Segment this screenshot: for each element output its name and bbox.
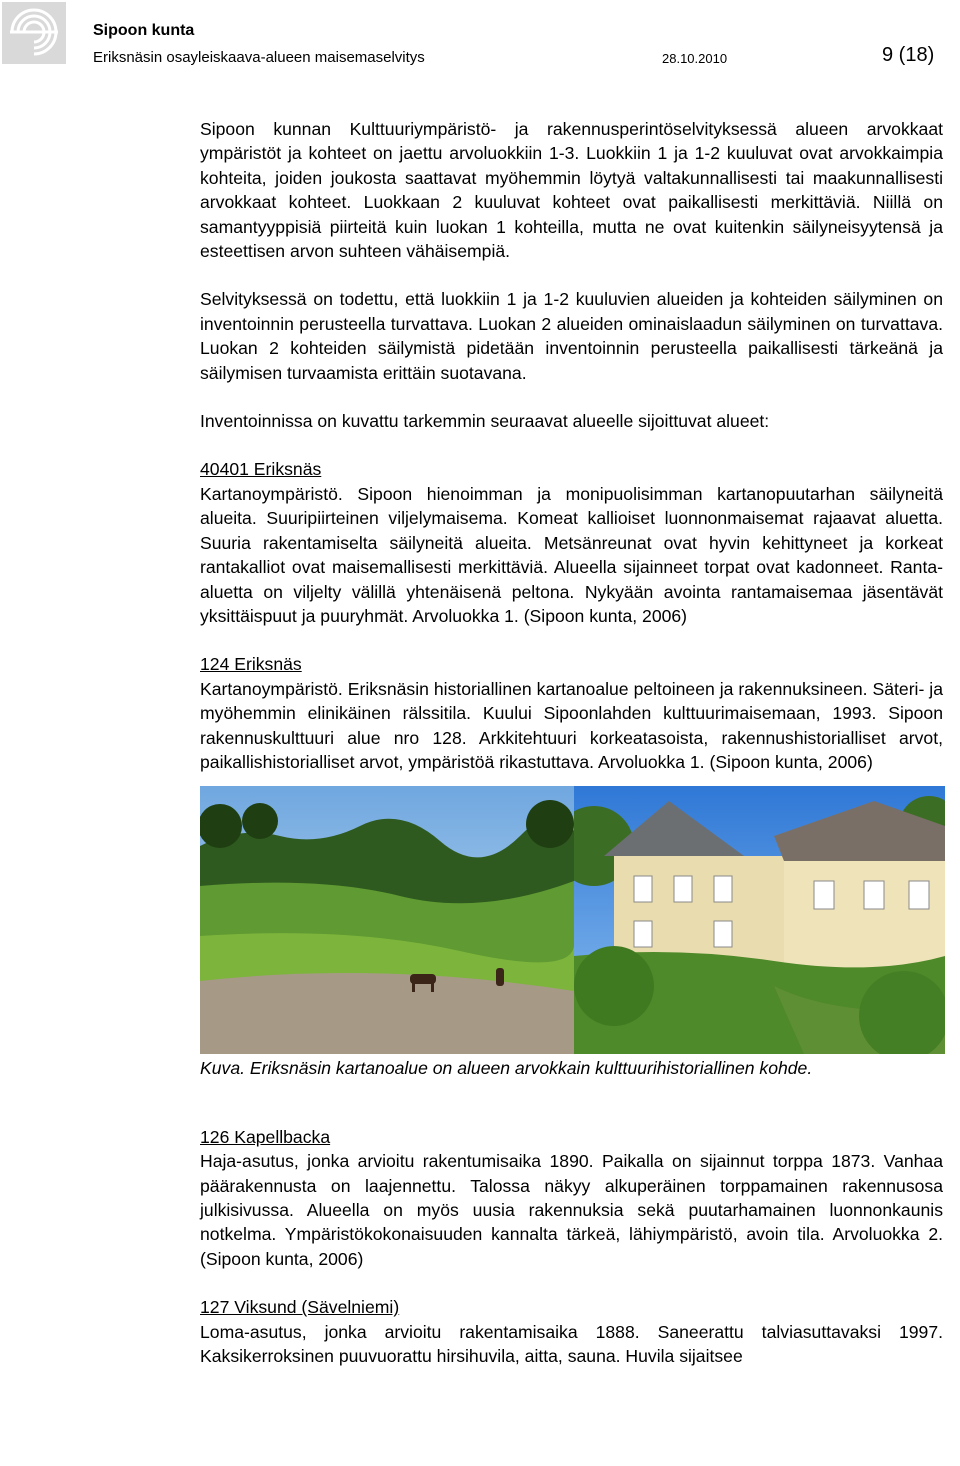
paragraph: Inventoinnissa on kuvattu tarkemmin seuraavat alueelle sijoittuvat alueet: bbox=[200, 411, 770, 432]
paragraph: Sipoon kunnan Kulttuuriympäristö- ja rakennusperintöselvityksessä alueen arvokkaat ympäristöt ja kohteet on jaettu arvoluokkiin 1-3. Luokkiin 1 ja 1-2 kuuluvat ovat arvokkaimpia kohteita, joiden joukosta saattavat myöhemmin löytyä valtakunnallisesti tai maakunnallisesti arvokkaat kohteet. Luokkaan 2 kuuluvat kohteet ovat paikallisesti merkittäviä. Niillä on samantyyppisiä piirteitä kuin luokan 1 kohteilla, mutta ne ovat kuitenkin säilyneisyytensä ja esteettisen arvon suhteen vähäisempiä. bbox=[200, 119, 943, 262]
site-heading: 124 Eriksnäs bbox=[200, 654, 302, 675]
sipoo-logo bbox=[2, 2, 66, 64]
document-date: 28.10.2010 bbox=[662, 51, 728, 66]
document-body bbox=[200, 117, 943, 1368]
site-description: Kartanoympäristö. Sipoon hienoimman ja monipuolisimman kartanopuutarhan säilyneitä alueita. Suuripiirteinen viljelymaisema. Komeat kallioiset luonnonmaisemat rajaavat aluetta. Suuria rakentamiselta säilyneitä alueita. Metsänreunat ovat hyvin kehittyneet ja korkeat rantakalliot ovat maisemallisesti merkittäviä. Alueella sijainneet torpat ovat kadonneet. Ranta-aluetta on viljelty välillä yhtenäisenä peltona. Nykyään avointa rantamaisemaa jäsentävät yksittäispuut ja puuryhmät. Arvoluokka 1. (Sipoon kunta, 2006) bbox=[200, 483, 943, 626]
figure-caption: Kuva. Eriksnäsin kartanoalue on alueen arvokkain kulttuurihistoriallinen kohde. bbox=[200, 1058, 813, 1079]
page-number: 9 (18) bbox=[882, 44, 935, 66]
site-heading: 126 Kapellbacka bbox=[200, 1126, 331, 1147]
site-heading: 40401 Eriksnäs bbox=[200, 459, 322, 480]
paragraph: Selvityksessä on todettu, että luokkiin 1 ja 1-2 kuuluvien alueiden ja kohteiden säilyminen on inventoinnin perusteella turvattava. Luokan 2 alueiden ominaislaadun säilyminen on turvattava. Luokan 2 kohteiden säilymistä pidetään inventoinnin perusteella paikallisesti tärkeänä ja säilymisen turvaamista erittäin suotavana. bbox=[200, 289, 943, 383]
site-heading: 127 Viksund (Sävelniemi) bbox=[200, 1297, 400, 1318]
site-description: Loma-asutus, jonka arvioitu rakentamisaika 1888. Saneerattu talviasuttavaksi 1997. Kaksikerroksinen puuvuorattu hirsihuvila, aitta, sauna. Huvila sijaitsee bbox=[200, 1321, 943, 1366]
site-description: Kartanoympäristö. Eriksnäsin historiallinen kartanoalue peltoineen ja rakennuksineen. Säteri- ja myöhemmin elinikäinen rälssitila. Kuului Sipoonlahden kulttuurimaisemaan, 1993. Sipoon rakennuskulttuuri alue nro 128. Arkkitehtuuri korkeatasoista, rakennushistorialliset arvot, paikallishistorialliset arvot, ympäristöä rikastuttava. Arvoluokka 1. (Sipoon kunta, 2006) bbox=[200, 678, 943, 772]
site-description: Haja-asutus, jonka arvioitu rakentumisaika 1890. Paikalla on sijainnut torppa 1873. Vanhaa päärakennusta on laajennettu. Talossa näkyy alkuperäinen torppamainen rakennusosa julkisivussa. Alueella on myös uusia rakennuksia sekä puutarhamainen luonnonkaunis notkelma. Ympäristökokonaisuuden kannalta tärkeä, lähiympäristö, avoin tila. Arvoluokka 2. (Sipoon kunta, 2006) bbox=[200, 1151, 943, 1269]
document-title: Eriksnäsin osayleiskaava-alueen maisemaselvitys bbox=[93, 49, 425, 66]
landscape-photo bbox=[200, 786, 574, 1054]
figure-photos bbox=[200, 786, 945, 1054]
manor-house-photo bbox=[574, 786, 945, 1054]
organization-name: Sipoon kunta bbox=[93, 22, 195, 39]
